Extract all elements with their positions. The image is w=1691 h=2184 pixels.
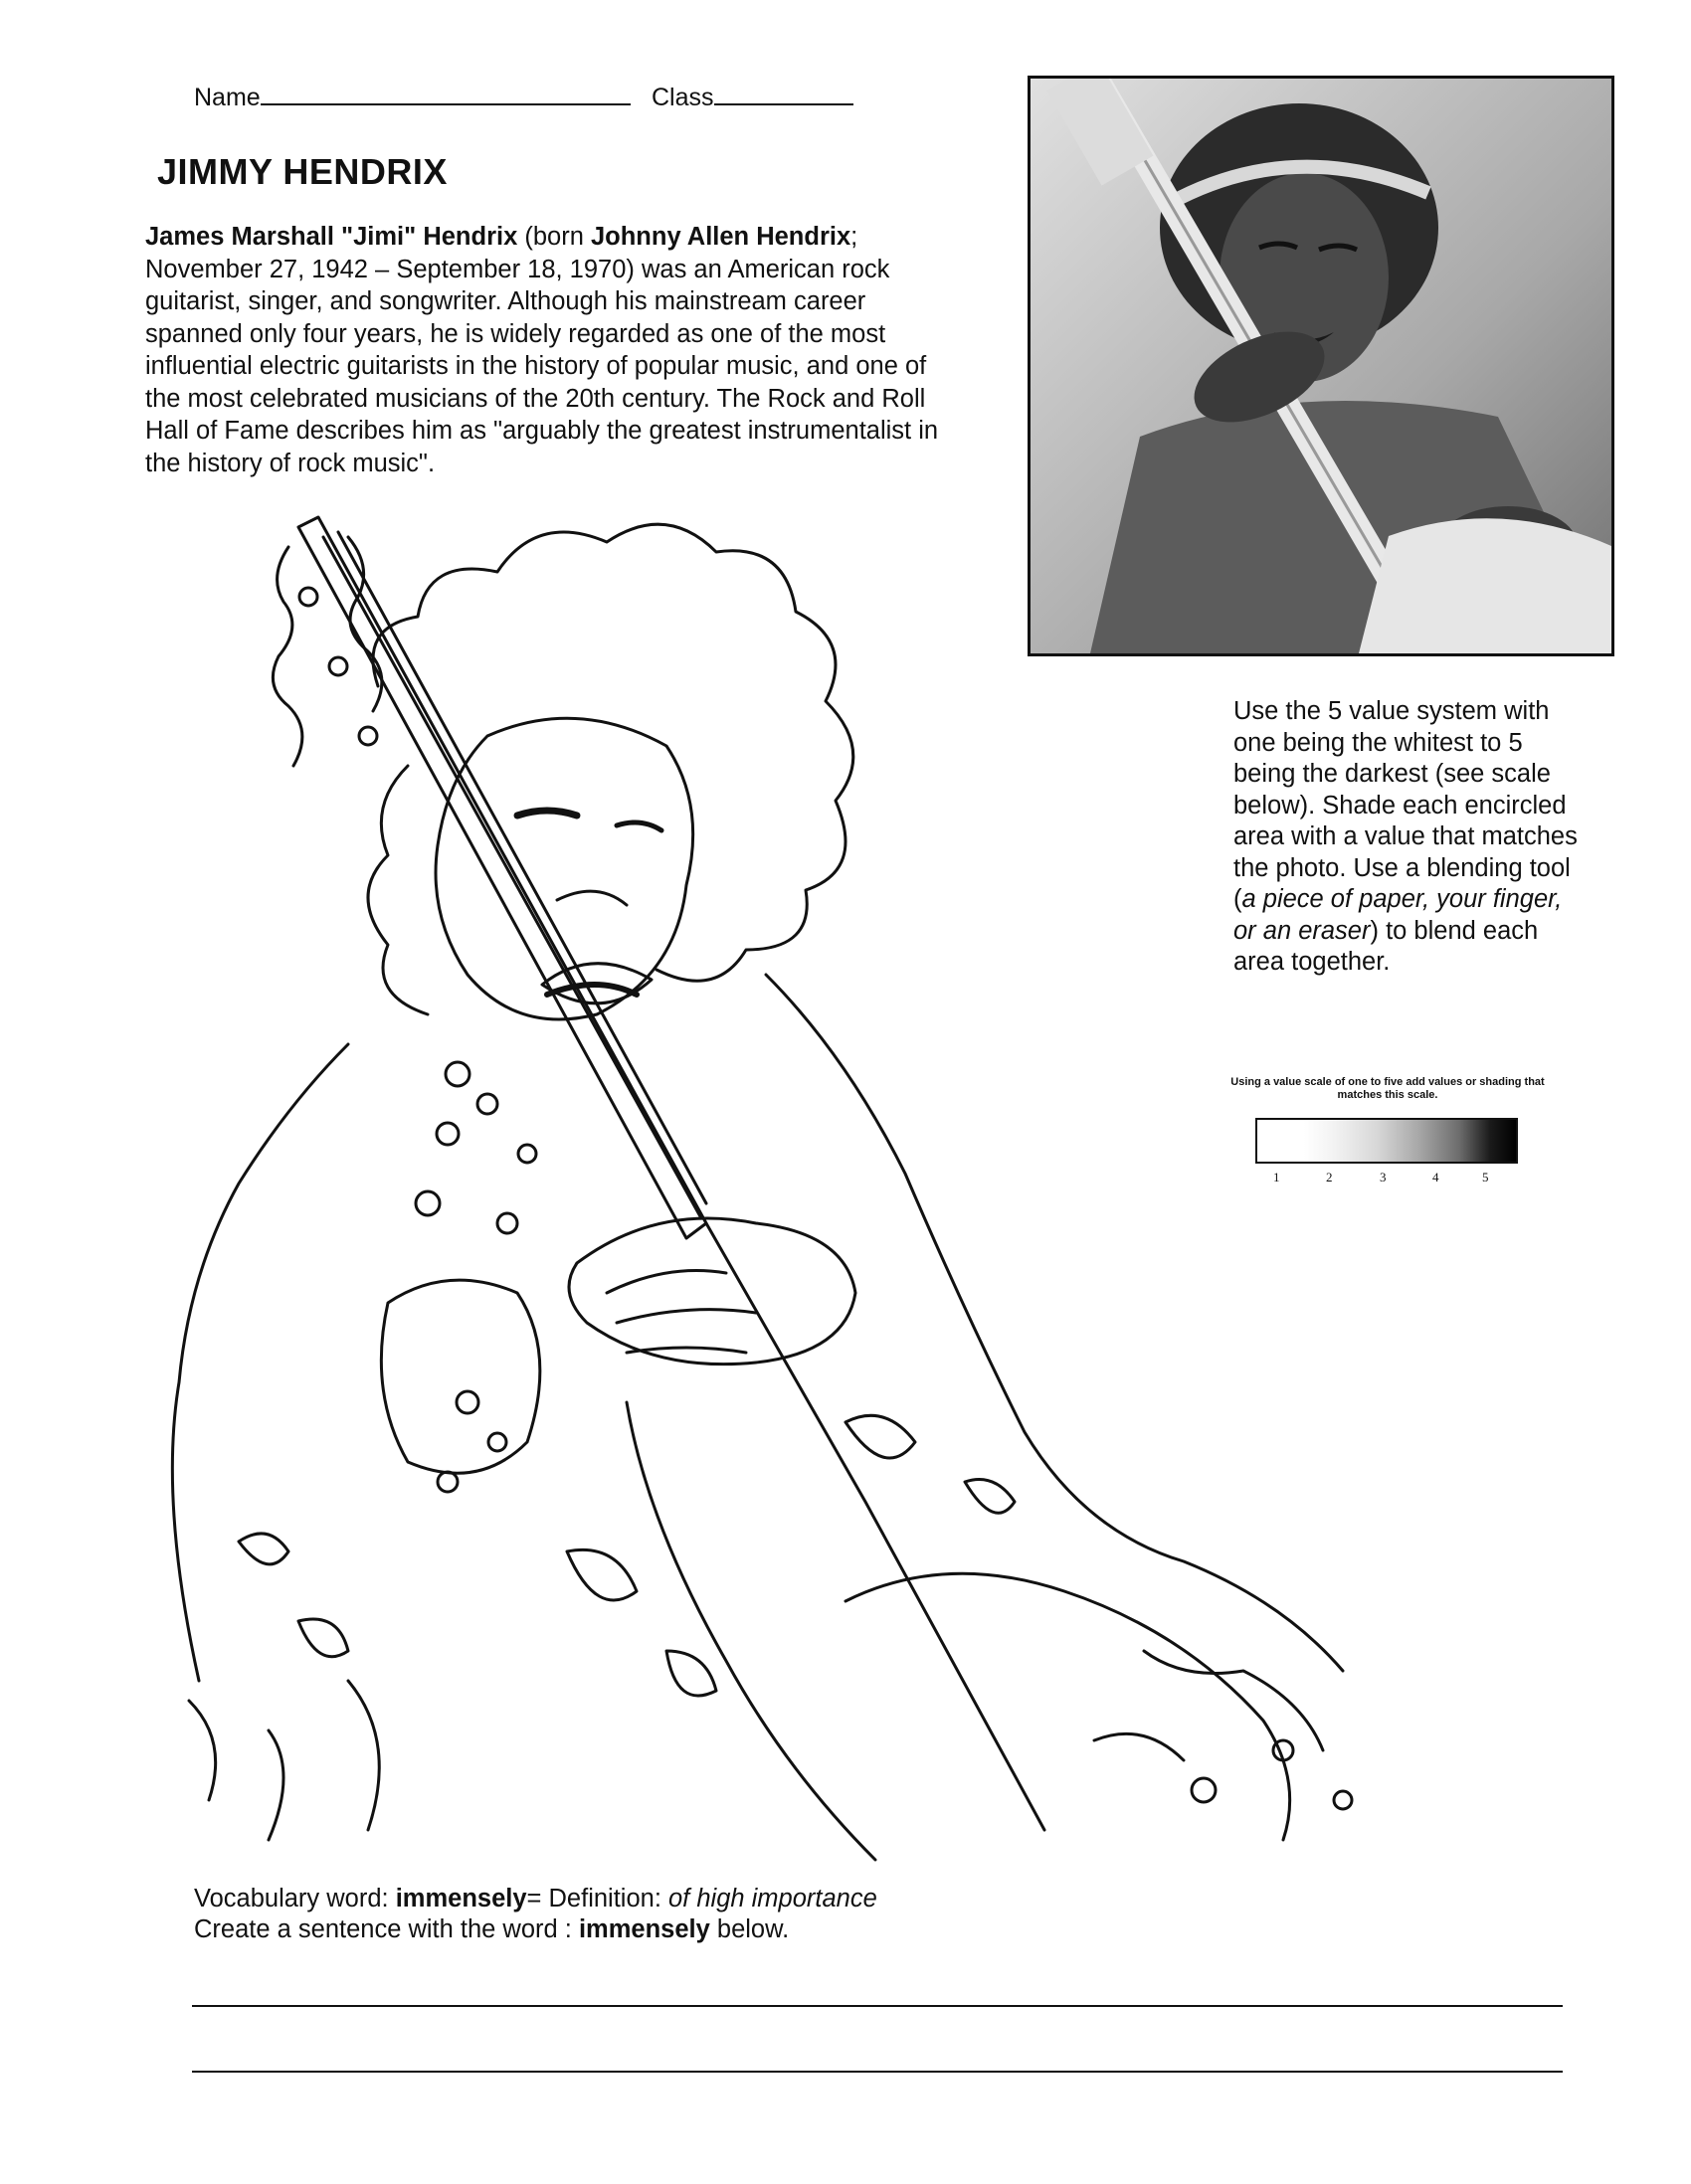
instructions-part-1: Use the 5 value system with one being the whitest to 5 being the darkest (see scale below). Shade each encircled area with a value that matches the photo. Use a blending tool (	[1233, 697, 1578, 913]
headstock-outline	[273, 547, 302, 766]
answer-line-1[interactable]	[192, 2005, 1563, 2007]
vocab-def-prefix: = Definition:	[526, 1885, 668, 1912]
name-label: Name	[194, 84, 261, 111]
left-shoulder-outline	[172, 1044, 348, 1681]
bio-name: James Marshall "Jimi" Hendrix	[145, 223, 518, 251]
bio-text: ; November 27, 1942 – September 18, 1970) was an American rock guitarist, singer, and songwriter. Although his mainstream career spanned only four years, he is widely regarded as one of the most influential electric guitarists in the history of popular music, and one of the most celebrated musicians of the 20th century. The Rock and Roll Hall of Fame describes him as "arguably the greatest instrumentalist in the history of rock music".	[145, 223, 939, 477]
bio-paragraph	[145, 221, 941, 479]
hair-outline	[373, 524, 853, 981]
class-field[interactable]	[652, 84, 853, 112]
instructions-part-2: ) to blend each area together.	[1233, 916, 1539, 976]
class-label: Class	[652, 84, 714, 111]
instructions-text	[1233, 696, 1592, 979]
vocab-prefix: Vocabulary word:	[194, 1885, 396, 1912]
left-eye	[517, 811, 577, 816]
vocabulary-line	[194, 1884, 877, 1914]
sentence-word: immensely	[578, 1915, 710, 1943]
sleeve-cuff-outline	[381, 1280, 540, 1473]
name-blank[interactable]	[261, 103, 631, 105]
value-scale-bar	[1255, 1118, 1518, 1164]
sentence-prefix: Create a sentence with the word :	[194, 1915, 579, 1943]
instructions-italic: a piece of paper, your finger, or an eraser	[1233, 885, 1563, 945]
scale-label-5: 5	[1482, 1170, 1489, 1184]
nose	[557, 891, 627, 905]
guitar-neck-outline	[298, 517, 706, 1238]
scale-label-2: 2	[1326, 1170, 1333, 1184]
right-eye	[617, 822, 661, 830]
class-blank[interactable]	[714, 103, 853, 105]
name-field[interactable]	[194, 84, 631, 112]
answer-line-2[interactable]	[192, 2071, 1563, 2073]
bio-born-prefix: (born	[517, 223, 591, 251]
sentence-prompt	[194, 1914, 877, 1945]
value-scale-caption: Using a value scale of one to five add values or shading that matches this scale.	[1230, 1076, 1545, 1101]
vocab-definition: of high importance	[668, 1885, 877, 1912]
vocab-word: immensely	[395, 1885, 527, 1912]
scale-label-1: 1	[1273, 1170, 1280, 1184]
scale-label-4: 4	[1432, 1170, 1439, 1184]
sentence-suffix: below.	[709, 1915, 790, 1943]
bio-birth-name: Johnny Allen Hendrix	[590, 223, 851, 251]
vocabulary-section	[194, 1884, 877, 1945]
page-title: JIMMY HENDRIX	[157, 151, 448, 192]
guitar-body-outline	[846, 1573, 1290, 1840]
scale-label-3: 3	[1380, 1170, 1387, 1184]
